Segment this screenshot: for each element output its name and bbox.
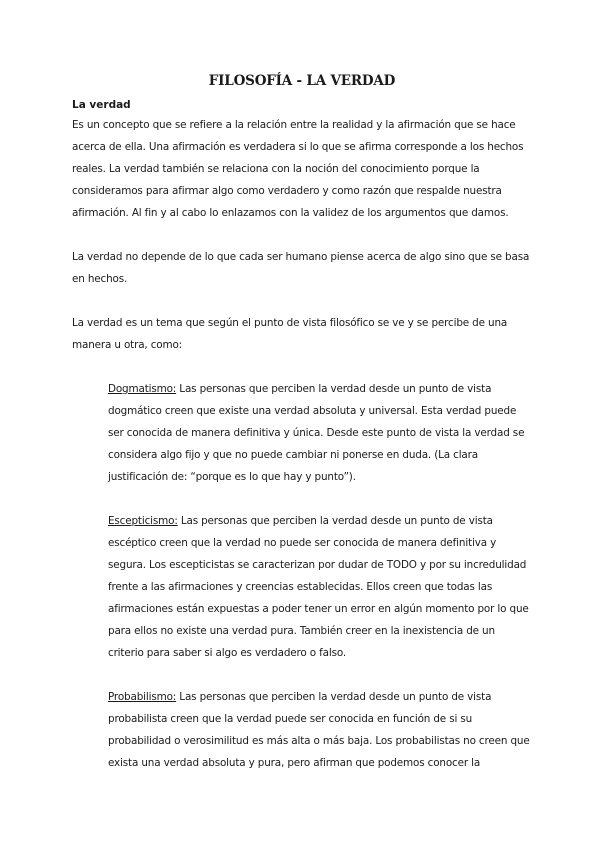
document-title: FILOSOFÍA - LA VERDAD <box>208 73 396 89</box>
section-heading: La verdad <box>72 99 131 111</box>
perspectives-paragraph: La verdad es un tema que según el punto de vista filosófico se ve y se percibe de una manera u otra, como: <box>72 317 508 351</box>
facts-paragraph: La verdad no depende de lo que cada ser humano piense acerca de algo sino que se basa en hechos. <box>72 251 530 285</box>
definition-probabilismo <box>108 686 532 774</box>
definition-text: Las personas que perciben la verdad desde un punto de vista dogmático creen que existe una verdad absoluta y universal. Esta verdad puede ser conocida de manera definitiva y única. Desde este punto de vista la verdad se considera algo fijo y que no puede cambiar ni ponerse en duda. (La clara justificación de: “porque es lo que hay y punto”). <box>108 383 525 483</box>
intro-paragraph: Es un concepto que se refiere a la relación entre la realidad y la afirmación que se hace acerca de ella. Una afirmación es verdadera si lo que se afirma corresponde a los hechos reales. La verdad también se relaciona con la noción del conocimiento porque la consideramos para afirmar algo como verdadero y como razón que respalde nuestra afirmación. Al fin y al cabo lo enlazamos con la validez de los argumentos que damos. <box>72 119 524 219</box>
term-probabilismo: Probabilismo: <box>108 691 177 703</box>
term-escepticismo: Escepticismo: <box>108 515 178 527</box>
definition-text: Las personas que perciben la verdad desde un punto de vista escéptico creen que la verdad no puede ser conocida de manera definitiva y segura. Los escepticistas se caracterizan por dudar de TODO y por su incredulidad frente a las afirmaciones y creencias establecidas. Ellos creen que todas las afirmaciones están expuestas a poder tener un error en algún momento por lo que para ellos no existe una verdad pura. También creer en la inexistencia de un criterio para saber si algo es verdadero o falso. <box>108 515 529 659</box>
term-dogmatismo: Dogmatismo: <box>108 383 177 395</box>
definition-text: Las personas que perciben la verdad desde un punto de vista probabilista creen que la verdad puede ser conocida en función de si su probabilidad o verosimilitud es más alta o más baja. Los probabilistas no creen que exista una verdad absoluta y pura, pero afirman que podemos conocer la <box>108 691 530 769</box>
definition-dogmatismo <box>108 378 532 488</box>
document-page <box>72 72 532 774</box>
definition-escepticismo <box>108 510 532 664</box>
